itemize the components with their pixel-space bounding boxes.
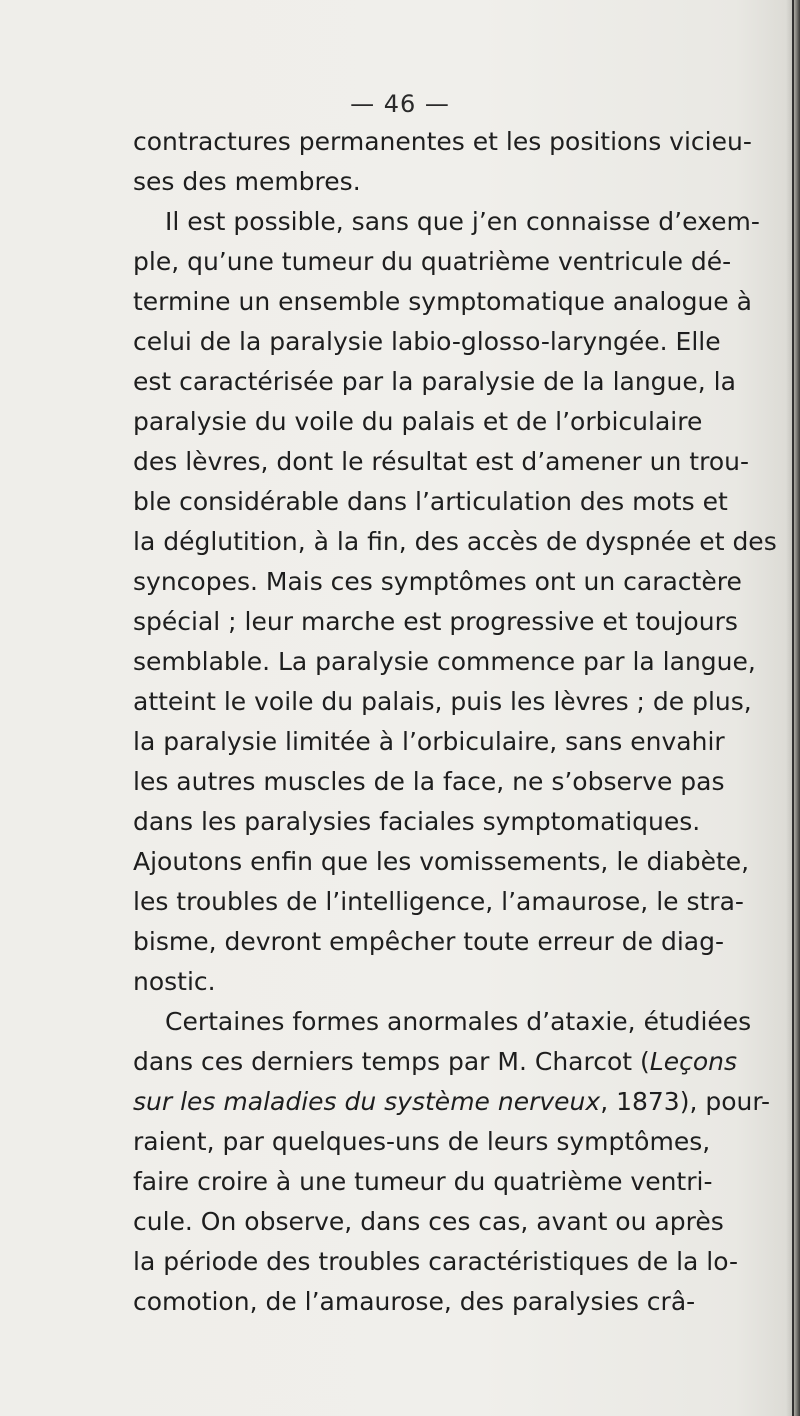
text-line: les autres muscles de la face, ne s’observe pas [133,767,725,796]
text-segment: dans ces derniers temps par M. Charcot ( [133,1047,650,1076]
text-line [133,1082,770,1122]
book-title-part: Leçons [649,1047,737,1076]
text-line: est caractérisée par la paralysie de la langue, la [133,367,736,396]
text-line: paralysie du voile du palais et de l’orbiculaire [133,407,703,436]
text-line: Certaines formes anormales d’ataxie, étudiées [165,1007,752,1036]
text-line: la paralysie limitée à l’orbiculaire, sans envahir [133,727,725,756]
text-line [133,1042,737,1082]
text-line: syncopes. Mais ces symptômes ont un caractère [133,567,742,596]
text-line: Ajoutons enfin que les vomissements, le diabète, [133,847,750,876]
text-line: contractures permanentes et les positions vicieu- [133,127,752,156]
text-line: comotion, de l’amaurose, des paralysies crâ- [133,1287,696,1316]
text-line: termine un ensemble symptomatique analogue à [133,287,752,316]
text-line: les troubles de l’intelligence, l’amaurose, le stra- [133,887,744,916]
text-line: atteint le voile du palais, puis les lèvres ; de plus, [133,687,752,716]
text-line: raient, par quelques-uns de leurs symptômes, [133,1127,711,1156]
text-line: la déglutition, à la fin, des accès de dyspnée et des [133,527,777,556]
book-title-part: sur les maladies du système nerveux [133,1087,601,1116]
page-number: — 46 — [350,90,450,118]
text-line: semblable. La paralysie commence par la langue, [133,647,756,676]
text-line: des lèvres, dont le résultat est d’amener un trou- [133,447,750,476]
page-edge-line [792,0,794,1416]
text-line: dans les paralysies faciales symptomatiques. [133,807,701,836]
text-line: spécial ; leur marche est progressive et toujours [133,607,738,636]
text-line: ple, qu’une tumeur du quatrième ventricule dé- [133,247,732,276]
text-line: ses des membres. [133,167,361,196]
text-line: nostic. [133,967,216,996]
text-line: cule. On observe, dans ces cas, avant ou après [133,1207,724,1236]
text-line: la période des troubles caractéristiques de la lo- [133,1247,739,1276]
text-segment: , 1873), pour- [600,1087,771,1116]
text-line: ble considérable dans l’articulation des mots et [133,487,728,516]
text-line: bisme, devront empêcher toute erreur de diag- [133,927,725,956]
text-line: Il est possible, sans que j’en connaisse d’exem- [165,207,760,236]
text-line: faire croire à une tumeur du quatrième ventri- [133,1167,713,1196]
text-line: celui de la paralysie labio-glosso-laryngée. Elle [133,327,721,356]
